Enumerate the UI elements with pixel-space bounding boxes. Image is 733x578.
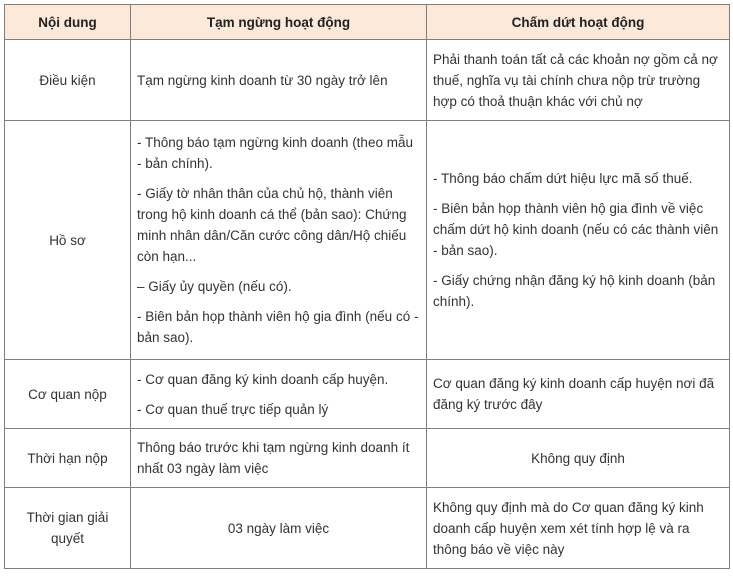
processing-suspend-text: 03 ngày làm việc <box>227 520 330 536</box>
row-documents <box>5 121 730 360</box>
documents-terminate-item: - Giấy chứng nhận đăng ký hộ kinh doanh (bản chính). <box>433 273 716 309</box>
agency-suspend-item: - Cơ quan thuế trực tiếp quản lý <box>137 401 329 417</box>
documents-suspend-item: - Giấy tờ nhân thân của chủ hộ, thành viên trong hộ kinh doanh cá thể (bản sao): Chứng minh nhân dân/Căn cước công dân/Hộ chiếu còn hạn... <box>137 186 407 264</box>
documents-terminate-item: - Biên bản họp thành viên hộ gia đình về việc chấm dứt hộ kinh doanh (nếu có các thành viên - bản sao). <box>433 201 719 258</box>
header-terminate: Chấm dứt hoạt động <box>427 5 730 40</box>
header-suspend: Tạm ngừng hoạt động <box>131 5 427 40</box>
agency-suspend-item: - Cơ quan đăng ký kinh doanh cấp huyện. <box>137 371 389 387</box>
documents-suspend-item: – Giấy ủy quyền (nếu có). <box>137 279 292 294</box>
deadline-suspend-text: Thông báo trước khi tạm ngừng kinh doanh ít nhất 03 ngày làm việc <box>137 440 410 476</box>
comparison-table <box>4 4 730 569</box>
conditions-suspend-text: Tạm ngừng kinh doanh từ 30 ngày trở lên <box>137 72 388 88</box>
deadline-terminate-text: Không quy định <box>531 450 625 466</box>
processing-terminate-cell <box>427 488 730 569</box>
documents-terminate-item: - Thông báo chấm dứt hiệu lực mã số thuế. <box>433 171 693 186</box>
row-label-processing-time: Thời gian giải quyết <box>5 488 131 569</box>
documents-terminate-cell <box>427 121 730 360</box>
documents-suspend-cell <box>131 121 427 360</box>
header-content: Nội dung <box>5 5 131 40</box>
agency-suspend-cell <box>131 360 427 429</box>
conditions-suspend-cell <box>131 40 427 121</box>
processing-suspend-cell <box>131 488 427 569</box>
agency-terminate-cell <box>427 360 730 429</box>
conditions-terminate-text: Phải thanh toán tất cả các khoản nợ gồm cả nợ thuế, nghĩa vụ tài chính chưa nộp trừ trường hợp có thoả thuận khác với chủ nợ <box>433 51 718 109</box>
row-processing-time <box>5 488 730 569</box>
deadline-terminate-cell <box>427 429 730 488</box>
agency-terminate-text: Cơ quan đăng ký kinh doanh cấp huyện nơi đã đăng ký trước đây <box>433 376 715 412</box>
conditions-terminate-cell <box>427 40 730 121</box>
row-deadline <box>5 429 730 488</box>
row-agency <box>5 360 730 429</box>
row-label-deadline: Thời hạn nộp <box>5 429 131 488</box>
row-conditions <box>5 40 730 121</box>
row-label-agency: Cơ quan nộp <box>5 360 131 429</box>
row-label-conditions: Điều kiện <box>5 40 131 121</box>
header-row <box>5 5 730 40</box>
deadline-suspend-cell <box>131 429 427 488</box>
row-label-documents: Hồ sơ <box>5 121 131 360</box>
documents-suspend-item: - Thông báo tạm ngừng kinh doanh (theo mẫu - bản chính). <box>137 135 413 171</box>
documents-suspend-item: - Biên bản họp thành viên hộ gia đình (nếu có - bản sao). <box>137 309 419 345</box>
processing-terminate-text: Không quy định mà do Cơ quan đăng ký kinh doanh cấp huyện xem xét tính hợp lệ và ra thông báo về việc này <box>433 499 704 557</box>
